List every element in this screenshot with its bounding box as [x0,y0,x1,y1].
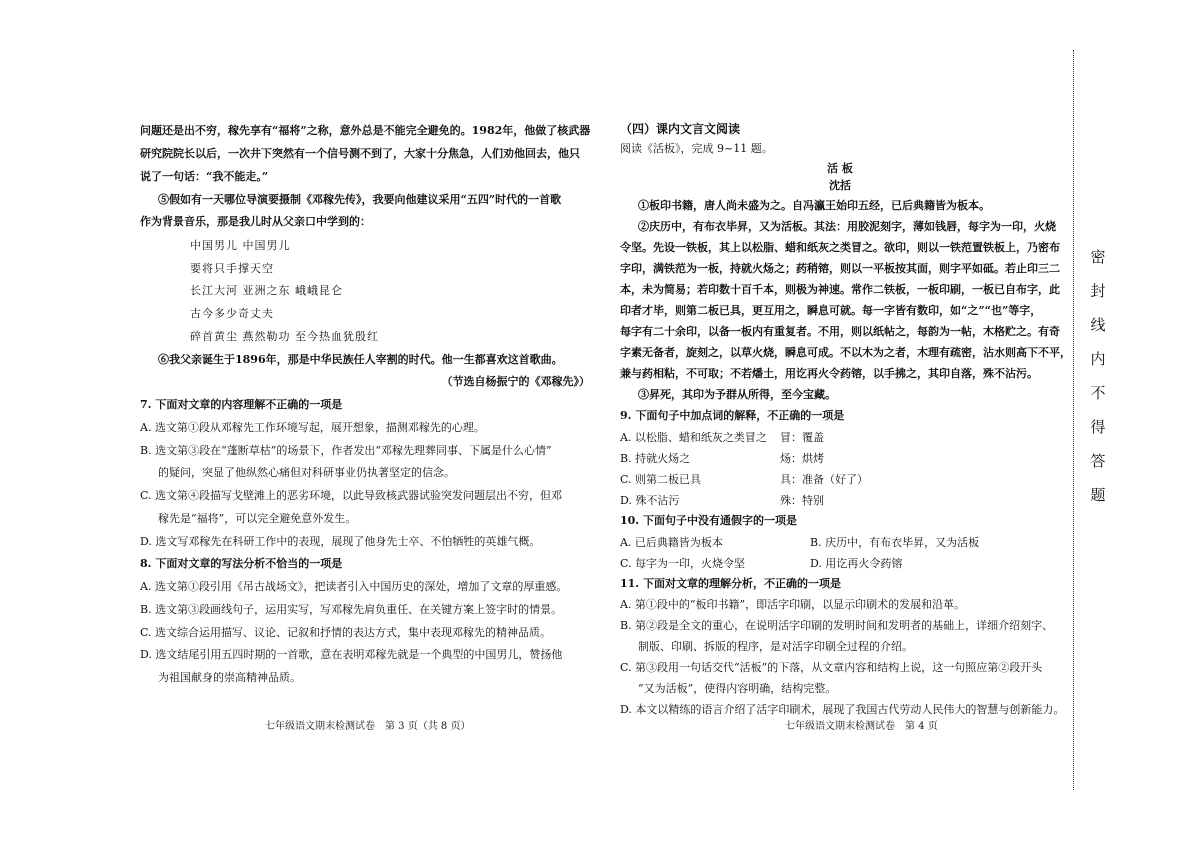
article-author: 沈括 [829,179,851,192]
question-9-row [620,429,1060,445]
seal-char: 封 [1090,282,1106,300]
question-8-option-a: A. 选文第①段引用《吊古战场文》，把读者引入中国历史的深处，增加了文章的厚重感。 [140,580,568,593]
seal-char: 密 [1090,248,1106,266]
question-10-stem: 10. 下面句子中没有通假字的一项是 [620,514,797,527]
classical-text-line: 兼与药相粘，不可取；不若燔土，用讫再火令药镕，以手拂之，其印自落，殊不沾污。 [620,367,1038,380]
seal-char: 题 [1090,486,1106,504]
seal-char: 内 [1090,350,1106,368]
classical-text-line: ②庆历中，有布衣毕昇，又为活板。其法：用胶泥刻字，薄如钱唇，每字为一印，火烧 [638,220,1056,233]
seal-char: 不 [1090,384,1106,402]
passage-line: ⑤假如有一天哪位导演要摄制《邓稼先传》，我要向他建议采用“五四”时代的一首歌 [158,193,562,206]
question-11-option-b-cont: 制版、印刷、拆版的程序，是对活字印刷全过程的介绍。 [638,640,913,653]
question-11-option-c: C. 第③段用一句话交代“活板”的下落，从文章内容和结构上说，这一句照应第②段开头 [620,661,1043,674]
question-7-stem: 7. 下面对文章的内容理解不正确的一项是 [140,398,343,411]
question-9-option: D. 殊不沾污 [620,494,680,507]
seal-char: 得 [1090,418,1106,436]
classical-text-line: 印者才毕，则第二板已具，更互用之，瞬息可就。每一字皆有数印，如“之”“也”等字， [620,304,1042,317]
question-10-option: D. 用讫再火令药镕 [810,557,903,570]
classical-text-line: ①板印书籍，唐人尚未盛为之。自冯瀛王始印五经，已后典籍皆为板本。 [638,199,990,212]
question-7-option-b: B. 选文第③段在“蓬断草枯”的场景下，作者发出“邓稼先理葬同事、下属是什么心情” [140,444,552,457]
question-10-option: B. 庆历中，有布衣毕昇，又为活板 [810,536,980,549]
question-9-stem: 9. 下面句子中加点词的解释，不正确的一项是 [620,409,845,422]
question-7-option-c-cont: 稼先是“福将”，可以完全避免意外发生。 [158,512,357,525]
question-9-explanation: 炀：烘烤 [780,452,824,465]
passage-line: 作为背景音乐，那是我儿时从父亲口中学到的： [140,215,371,228]
source-note: （节选自杨振宁的《邓稼先》） [441,375,590,388]
question-10-row [620,534,1060,550]
reading-intro: 阅读《活板》，完成 9~11 题。 [620,142,773,155]
classical-text-line: 每字有二十余印，以备一板内有重复者。不用，则以纸帖之，每韵为一帖，木格贮之。有奇 [620,325,1060,338]
passage-line: ⑥我父亲诞生于1896年，那是中华民族任人宰割的时代。他一生都喜欢这首歌曲。 [158,353,563,366]
page-footer: 七年级语文期末检测试卷 第 4 页 [785,721,938,732]
classical-text-line: 本，未为简易；若印数十百千本，则极为神速。常作二铁板，一板印刷，一板已自布字，此 [620,283,1060,296]
question-8-option-d: D. 选文结尾引用五四时期的一首歌，意在表明邓稼先就是一个典型的中国男儿，赞扬他 [140,648,563,661]
question-9-row [620,492,1060,508]
question-11-option-d: D. 本文以精练的语言介绍了活字印刷术，展现了我国古代劳动人民伟大的智慧与创新能力。 [620,703,1065,716]
question-10-option: C. 每字为一印，火烧令坚 [620,557,746,570]
poem-line: 碎首黄尘 燕然勒功 至今热血犹殷红 [190,330,379,343]
question-9-row [620,450,1060,466]
classical-text-line: 令坚。先设一铁板，其上以松脂、蜡和纸灰之类冒之。欲印，则以一铁范置铁板上，乃密布 [620,241,1060,254]
question-7-option-b-cont: 的疑问，突显了他纵然心痛但对科研事业仍执著坚定的信念。 [158,466,455,479]
poem-line: 古今多少奇丈夫 [190,307,274,320]
question-11-option-b: B. 第②段是全文的重心，在说明活字印刷的发明时间和发明者的基础上，详细介绍刻字、 [620,619,1054,632]
question-7-option-a: A. 选文第①段从邓稼先工作环境写起，展开想象，描测邓稼先的心理。 [140,421,485,434]
classical-text-line: ③昇死，其印为予群从所得，至今宝藏。 [638,388,836,401]
question-8-option-b: B. 选文第③段画线句子，运用实写，写邓稼先肩负重任、在关键方案上签字时的情景。 [140,603,563,616]
classical-text-line: 字印，满铁范为一板，持就火炀之；药稍镕，则以一平板按其面，则字平如砥。若止印三二 [620,262,1060,275]
question-8-option-d-cont: 为祖国献身的崇高精神品质。 [158,671,301,684]
passage-line: 说了一句话：“我不能走。” [140,170,269,183]
seal-notice [1088,240,1108,512]
question-9-option: A. 以松脂、蜡和纸灰之类冒之 [620,431,767,444]
seal-dotted-line [1073,50,1074,790]
question-10-option: A. 已后典籍皆为板本 [620,536,723,549]
poem-line: 要将只手撑天空 [190,262,274,275]
question-10-row [620,555,1060,571]
question-8-option-c: C. 选文综合运用描写、议论、记叙和抒情的表达方式，集中表现邓稼先的精神品质。 [140,626,552,639]
page-footer: 七年级语文期末检测试卷 第 3 页（共 8 页） [265,721,471,732]
seal-char: 答 [1090,452,1106,470]
question-9-option: B. 持就火炀之 [620,452,691,465]
question-9-explanation: 殊：特别 [780,494,824,507]
classical-text-line: 字素无备者，旋刻之，以草火烧，瞬息可成。不以木为之者，木理有疏密，沾水则高下不平， [620,346,1071,359]
question-11-stem: 11. 下面对文章的理解分析，不正确的一项是 [620,577,841,590]
poem-line: 中国男儿 中国男儿 [190,239,291,252]
passage-line: 研究院院长以后，一次井下突然有一个信号测不到了，大家十分焦急，人们劝他回去，他只 [140,147,580,160]
section-heading: （四）课内文言文阅读 [620,122,741,136]
question-9-row [620,471,1060,487]
seal-char: 线 [1090,316,1106,334]
question-9-explanation: 具：准备（好了） [780,473,868,486]
question-8-stem: 8. 下面对文章的写法分析不恰当的一项是 [140,557,343,570]
question-11-option-a: A. 第①段中的“板印书籍”，即活字印刷，以显示印刷术的发展和沿革。 [620,598,966,611]
poem-line: 长江大河 亚洲之东 峨峨昆仑 [190,284,343,297]
question-9-option: C. 则第二板已具 [620,473,702,486]
question-11-option-c-cont: “又为活板”，使得内容明确，结构完整。 [638,682,837,695]
article-title: 活 板 [827,162,853,175]
question-9-explanation: 冒：覆盖 [780,431,824,444]
question-7-option-c: C. 选文第④段描写戈壁滩上的恶劣环境，以此导致核武器试验突发问题层出不穷，但邓 [140,489,563,502]
right-page [620,0,1071,849]
left-page [140,0,590,849]
question-7-option-d: D. 选文写邓稼先在科研工作中的表现，展现了他身先士卒、不怕牺牲的英雄气概。 [140,535,541,548]
passage-line: 问题还是出不穷，稼先享有“福将”之称，意外总是不能完全避免的。1982年，他做了核武器 [140,124,591,137]
